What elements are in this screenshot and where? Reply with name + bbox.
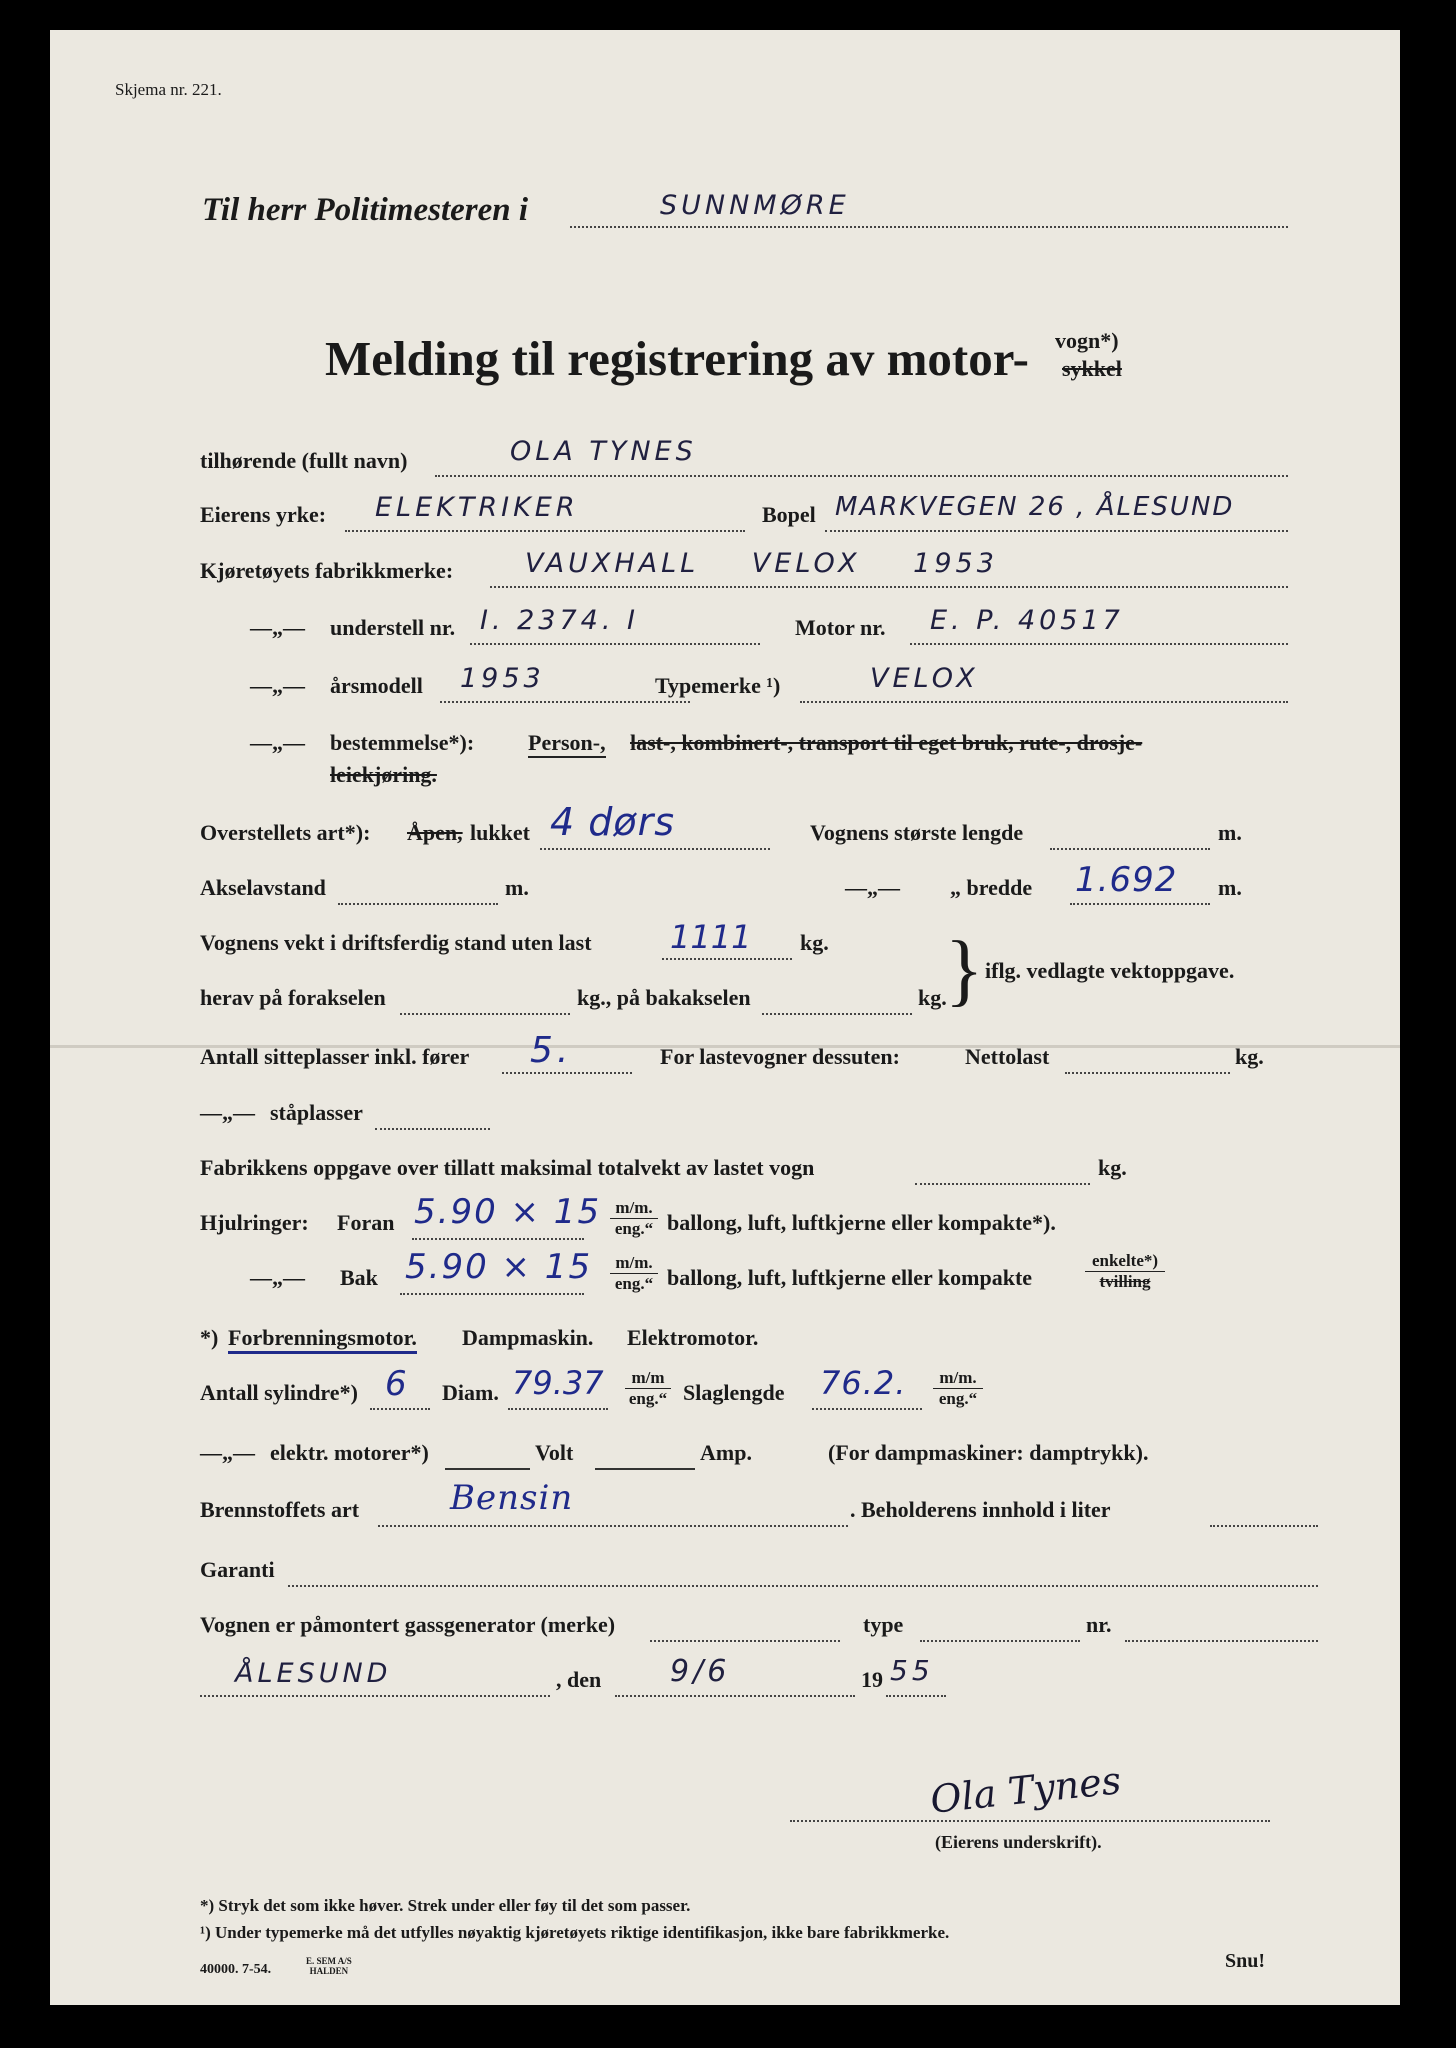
occupation-label: Eierens yrke:	[200, 502, 327, 527]
owner-label: tilhørende (fullt navn)	[200, 448, 408, 473]
amp-label: Amp.	[700, 1440, 752, 1465]
net-load-label: Nettolast	[965, 1044, 1050, 1069]
make-value: VAUXHALL VELOX 1953	[525, 548, 998, 579]
owner-value: OLA TYNES	[510, 436, 697, 467]
weight-label: Vognens vekt i driftsferdig stand uten last	[200, 930, 592, 955]
date-value: 9/6	[670, 1654, 731, 1689]
brace: }	[945, 926, 984, 1014]
motor-number-label: Motor nr.	[795, 615, 886, 640]
footnote-2: ¹) Under typemerke må det utfylles nøyaktig kjøretøyets riktige identifikasjon, ikke bare fabrikkmerke.	[200, 1923, 950, 1942]
rear-axle-label: kg., på bakakselen	[577, 985, 751, 1010]
model-year-label: årsmodell	[330, 673, 423, 698]
chassis-label: understell nr.	[330, 615, 456, 640]
owner-signature: Ola Tynes	[928, 1758, 1124, 1822]
purpose-label: bestemmelse*):	[330, 730, 475, 755]
year-century: 19	[861, 1667, 883, 1692]
wheelbase-unit: m.	[505, 875, 529, 900]
front-axle-label: herav på forakselen	[200, 985, 386, 1010]
gas-generator-label: Vognen er påmontert gassgenerator (merke)	[200, 1612, 616, 1637]
ditto-mark: —„—	[250, 615, 305, 640]
cylinders-value: 6	[385, 1364, 411, 1404]
type-label: Typemerke ¹)	[655, 673, 781, 698]
diameter-unit-top: m/m	[625, 1368, 671, 1389]
tire-unit-bottom: eng.“	[614, 1219, 654, 1238]
ditto-mark: —„—	[250, 1265, 305, 1290]
ditto-mark: —„—	[845, 875, 900, 900]
printer-code: 40000. 7-54.	[200, 1962, 272, 1977]
purpose-person: Person-,	[528, 730, 606, 758]
type-value: VELOX	[870, 663, 979, 694]
stroke-unit-top: m/m.	[933, 1368, 983, 1389]
occupation-value: ELEKTRIKER	[375, 492, 579, 523]
tires-rear-label: Bak	[340, 1265, 378, 1290]
engine-type-mark: *)	[200, 1325, 219, 1350]
length-unit: m.	[1218, 820, 1242, 845]
length-label: Vognens største lengde	[810, 820, 1024, 845]
tire-types: ballong, luft, luftkjerne eller kompakte*).	[667, 1210, 1056, 1235]
tire-twin: tvilling	[1099, 1272, 1151, 1291]
guarantee-label: Garanti	[200, 1557, 275, 1582]
page-title: Melding til registrering av motor-	[325, 331, 1029, 386]
stroke-label: Slaglengde	[683, 1380, 785, 1405]
weight-value: 1111	[670, 918, 752, 956]
weight-note: iflg. vedlagte vektoppgave.	[985, 958, 1235, 983]
tire-unit-top: m/m.	[610, 1253, 658, 1274]
net-load-unit: kg.	[1235, 1044, 1264, 1069]
addressee-label: Til herr Politimesteren i	[202, 192, 529, 228]
stroke-unit-bottom: eng.“	[938, 1389, 978, 1408]
seats-label: Antall sitteplasser inkl. fører	[200, 1044, 470, 1069]
tire-unit-bottom: eng.“	[614, 1274, 654, 1293]
electric-motors-label: elektr. motorer*)	[270, 1440, 429, 1465]
title-option-sykkel: sykkel	[1062, 356, 1122, 381]
date-den-label: , den	[556, 1667, 602, 1692]
tires-label: Hjulringer:	[200, 1210, 309, 1235]
tires-front-label: Foran	[337, 1210, 395, 1235]
width-label: „ bredde	[950, 875, 1033, 900]
steam-pressure-note: (For dampmaskiner: damptrykk).	[828, 1440, 1149, 1465]
tire-unit-top: m/m.	[610, 1198, 658, 1219]
title-option-vogn: vogn*)	[1055, 328, 1119, 353]
ditto-mark: —„—	[250, 730, 305, 755]
document-page	[50, 30, 1400, 2005]
chassis-value: I. 2374. I	[480, 605, 639, 636]
engine-electric: Elektromotor.	[627, 1325, 759, 1350]
cylinders-label: Antall sylindre*)	[200, 1380, 358, 1405]
signature-label: (Eierens underskrift).	[935, 1832, 1102, 1852]
ditto-mark: —„—	[250, 673, 305, 698]
tires-front-value: 5.90 × 15	[414, 1192, 602, 1232]
weight-unit: kg.	[800, 930, 829, 955]
standing-label: ståplasser	[270, 1100, 363, 1125]
turn-over: Snu!	[1225, 1950, 1266, 1972]
width-unit: m.	[1218, 875, 1242, 900]
motor-number-value: E. P. 40517	[930, 605, 1124, 636]
body-type-closed: lukket	[470, 820, 530, 845]
footnote-1: *) Stryk det som ikke høver. Strek under eller føy til det som passer.	[200, 1896, 691, 1915]
seats-value: 5.	[530, 1030, 573, 1071]
addressee-value: SUNNMØRE	[660, 190, 850, 221]
tire-single: enkelte*)	[1085, 1251, 1165, 1272]
diameter-label: Diam.	[442, 1380, 499, 1405]
rear-axle-unit: kg.	[918, 985, 947, 1010]
max-weight-label: Fabrikkens oppgave over tillatt maksimal totalvekt av lastet vogn	[200, 1155, 815, 1180]
diameter-value: 79.37	[512, 1364, 604, 1402]
diameter-unit-bottom: eng.“	[628, 1389, 668, 1408]
max-weight-unit: kg.	[1098, 1155, 1127, 1180]
tank-label: . Beholderens innhold i liter	[850, 1497, 1111, 1522]
ditto-mark: —„—	[200, 1440, 255, 1465]
body-type-open: Åpen,	[407, 820, 463, 845]
gas-nr-label: nr.	[1086, 1612, 1112, 1637]
engine-steam: Dampmaskin.	[462, 1325, 594, 1350]
lorry-label: For lastevogner dessuten:	[660, 1044, 900, 1069]
width-value: 1.692	[1075, 860, 1178, 900]
residence-value: MARKVEGEN 26 , ÅLESUND	[835, 492, 1235, 522]
year-value: 55	[890, 1654, 934, 1687]
residence-label: Bopel	[762, 502, 816, 527]
model-year-value: 1953	[460, 663, 545, 694]
gas-type-label: type	[863, 1612, 904, 1637]
purpose-struck: last-, kombinert-, transport til eget bruk, rute-, drosje-	[630, 730, 1143, 755]
body-type-value: 4 dørs	[550, 800, 676, 844]
printer-name-bottom: HALDEN	[309, 1966, 349, 1976]
ditto-mark: —„—	[200, 1100, 255, 1125]
volt-label: Volt	[535, 1440, 574, 1465]
form-number: Skjema nr. 221.	[115, 80, 222, 99]
fuel-value: Bensin	[450, 1478, 574, 1518]
wheelbase-label: Akselavstand	[200, 875, 326, 900]
make-label: Kjøretøyets fabrikkmerke:	[200, 558, 454, 583]
stroke-value: 76.2.	[820, 1364, 907, 1402]
printer-name-top: E. SEM A/S	[306, 1956, 352, 1966]
fuel-label: Brennstoffets art	[200, 1497, 360, 1522]
purpose-struck-2: leiekjøring.	[330, 762, 437, 787]
tires-rear-value: 5.90 × 15	[405, 1247, 593, 1287]
body-type-label: Overstellets art*):	[200, 820, 371, 845]
engine-combustion: Forbrenningsmotor.	[228, 1325, 417, 1354]
tire-types-rear: ballong, luft, luftkjerne eller kompakte	[667, 1265, 1033, 1290]
place-value: ÅLESUND	[235, 1658, 392, 1689]
